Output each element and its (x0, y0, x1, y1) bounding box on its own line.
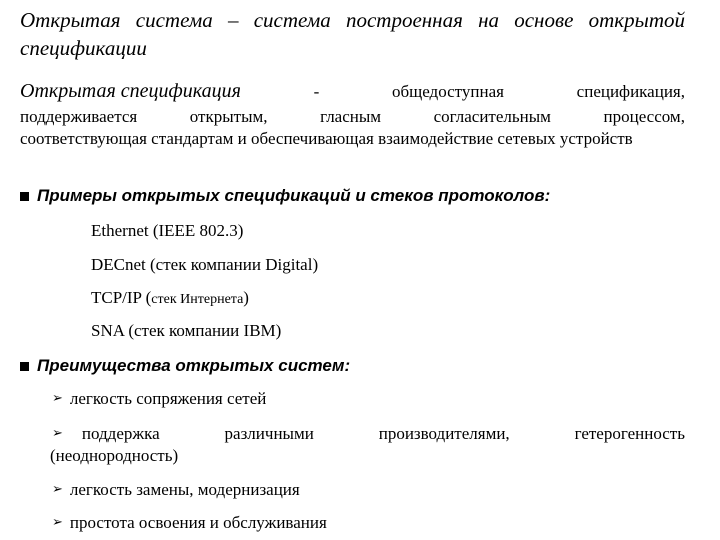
open-spec-word: согласительным (433, 107, 551, 126)
square-bullet-icon (20, 362, 29, 371)
advantage-word: поддержка (81, 424, 160, 443)
square-bullet-icon (20, 192, 29, 201)
advantage-word: гетерогенность (574, 424, 685, 443)
example-item-tail: ) (243, 288, 249, 307)
advantage-text: простота освоения и обслуживания (69, 513, 327, 532)
open-spec-line2 (20, 106, 685, 128)
advantage-item (52, 423, 685, 467)
open-spec-word: поддерживается (20, 107, 138, 126)
open-spec-dash: - (313, 82, 320, 101)
open-spec-definition-line1 (20, 80, 685, 103)
advantage-item (52, 512, 327, 534)
advantages-heading (20, 356, 350, 376)
open-spec-word: открытым, (189, 107, 268, 126)
advantage-word: производителями, (378, 424, 510, 443)
open-spec-word: общедоступная (392, 82, 504, 101)
examples-heading-text: Примеры открытых спецификаций и стеков протоколов: (37, 186, 551, 205)
advantages-heading-text: Преимущества открытых систем: (37, 356, 351, 375)
example-item: SNA (стек компании IBM) (91, 321, 282, 340)
open-spec-rest-text: соответствующая стандартам и обеспечивающая взаимодействие сетевых устройств (20, 129, 633, 148)
advantage-item (52, 479, 300, 501)
open-system-definition: Открытая система – система построенная на основе открытой спецификации (20, 8, 685, 60)
arrow-right-icon: ➢ (52, 482, 63, 497)
examples-heading (20, 186, 550, 206)
arrow-right-icon: ➢ (52, 391, 63, 406)
open-spec-definition-rest (20, 106, 685, 150)
advantage-continuation: (неоднородность) (50, 446, 179, 465)
example-item (91, 287, 249, 311)
open-spec-word: процессом, (603, 107, 685, 126)
example-item-main: TCP/IP ( (91, 288, 152, 307)
advantage-text: легкость сопряжения сетей (69, 389, 267, 408)
example-item: DECnet (стек компании Digital) (91, 255, 319, 274)
advantage-text: легкость замены, модернизация (69, 480, 300, 499)
advantage-line (52, 423, 685, 445)
advantage-item (52, 388, 266, 410)
open-spec-term: Открытая спецификация (20, 80, 241, 102)
open-spec-word: спецификация, (576, 82, 685, 101)
advantage-first-word (52, 423, 160, 445)
arrow-right-icon: ➢ (52, 515, 63, 530)
example-item-small: стек Интернета (151, 292, 244, 307)
example-item: Ethernet (IEEE 802.3) (91, 221, 244, 240)
open-spec-word: гласным (320, 107, 382, 126)
advantage-word: различными (224, 424, 314, 443)
arrow-right-icon: ➢ (52, 426, 63, 441)
